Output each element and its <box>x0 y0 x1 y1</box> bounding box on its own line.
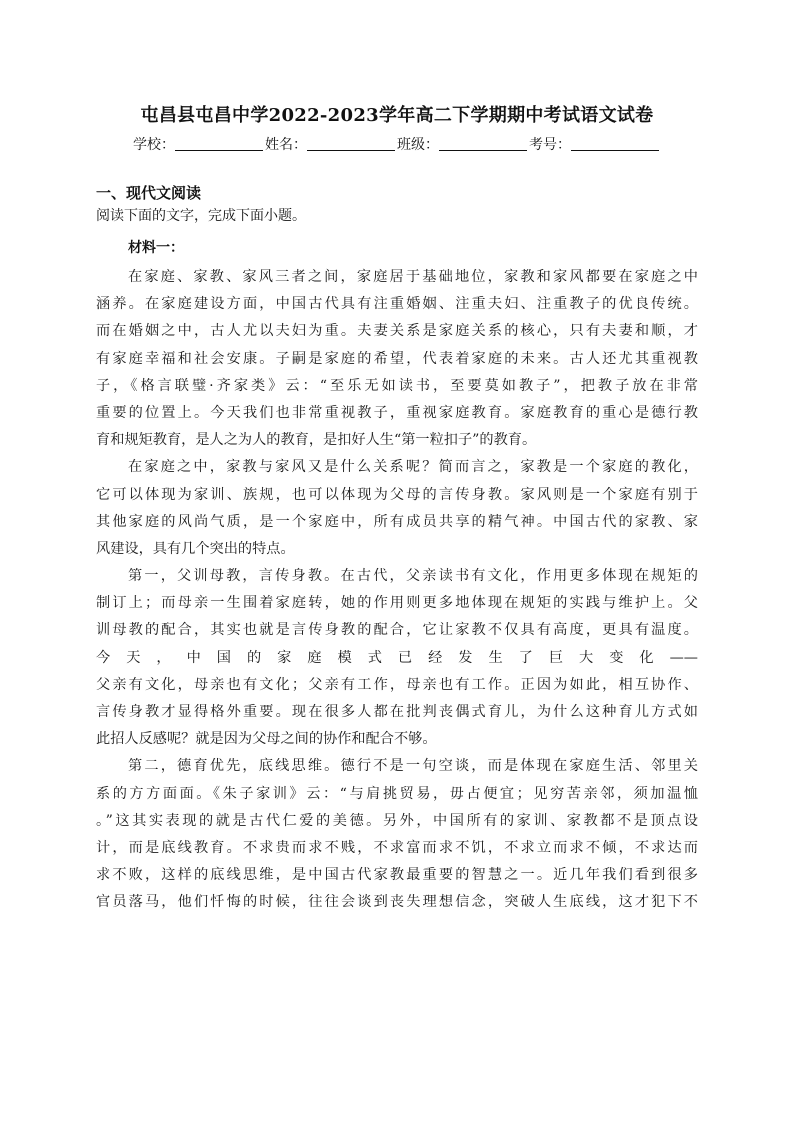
passage-line: 在家庭之中，家教与家风又是什么关系呢？简而言之，家教是一个家庭的教化， <box>128 459 698 476</box>
class-blank[interactable] <box>439 136 527 151</box>
school-blank[interactable] <box>175 136 263 151</box>
instruction-text: 阅读下面的文字，完成下面小题。 <box>96 208 306 224</box>
section-heading: 一、现代文阅读 <box>96 184 202 202</box>
school-label: 学校： <box>133 137 175 153</box>
passage-line: 言传身教才显得格外重要。现在很多人都在批判丧偶式育儿，为什么这种育儿方式如 <box>96 704 698 720</box>
passage-line: 而在婚姻之中，古人尤以夫妇为重。夫妻关系是家庭关系的核心，只有夫妻和顺，才 <box>96 323 698 340</box>
number-label: 考号： <box>529 137 571 153</box>
passage-body <box>96 264 698 917</box>
name-blank[interactable] <box>307 136 395 151</box>
passage-line: 涵养。在家庭建设方面，中国古代具有注重婚姻、注重夫妇、注重教子的优良传统。 <box>96 296 698 313</box>
passage-line: 重要的位置上。今天我们也非常重视教子，重视家庭教育。家庭教育的重心是德行教 <box>96 404 698 421</box>
passage-line: 今天，中国的家庭模式已经发生了巨大变化—— <box>96 649 698 666</box>
student-info-row <box>0 134 794 154</box>
passage-line: 子，《格言联璧·齐家类》云：“至乐无如读书，至要莫如教子”，把教子放在非常 <box>96 377 698 394</box>
passage-line: 求不败，这样的底线思维，是中国古代家教最重要的智慧之一。近几年我们看到很多 <box>96 867 698 884</box>
passage-line: 有家庭幸福和社会安康。子嗣是家庭的希望，代表着家庭的未来。古人还尤其重视教 <box>96 350 698 367</box>
passage-line: 风建设，具有几个突出的特点。 <box>96 540 295 557</box>
passage-line: 制订上；而母亲一生围着家庭转，她的作用则更多地体现在规矩的实践与维护上。父 <box>96 595 698 612</box>
exam-title: 屯昌县屯昌中学2022-2023学年高二下学期期中考试语文试卷 <box>140 105 654 126</box>
passage-line: 系的方方面面。《朱子家训》云：“与肩挑贸易，毋占便宜；见穷苦亲邻，须加温恤 <box>96 785 698 802</box>
name-label: 姓名： <box>265 137 307 153</box>
passage-line: 其他家庭的风尚气质，是一个家庭中，所有成员共享的精气神。中国古代的家教、家 <box>96 513 698 530</box>
passage-line: 在家庭、家教、家风三者之间，家庭居于基础地位，家教和家风都要在家庭之中 <box>128 269 698 285</box>
passage-line: 计，而是底线教育。不求贵而求不贱，不求富而求不饥，不求立而求不倾，不求达而 <box>96 839 698 856</box>
passage-line: 父亲有文化，母亲也有文化；父亲有工作，母亲也有工作。正因为如此，相互协作、 <box>96 676 698 693</box>
passage-line: 育和规矩教育，是人之为人的教育，是扣好人生“第一粒扣子”的教育。 <box>96 432 537 449</box>
passage-line: 它可以体现为家训、族规，也可以体现为父母的言传身教。家风则是一个家庭有别于 <box>96 486 698 503</box>
passage-line: 。”这其实表现的就是古代仁爱的美德。另外，中国所有的家训、家教都不是顶点设 <box>96 812 698 829</box>
number-blank[interactable] <box>571 136 659 151</box>
class-label: 班级： <box>397 137 439 153</box>
passage-line: 此招人反感呢？就是因为父母之间的协作和配合不够。 <box>96 731 437 748</box>
passage-line: 官员落马，他们忏悔的时候，往往会谈到丧失理想信念，突破人生底线，这才犯下不 <box>96 894 698 911</box>
passage-line: 训母教的配合，其实也就是言传身教的配合，它让家教不仅具有高度，更具有温度。 <box>96 622 698 639</box>
passage-line: 第二，德育优先，底线思维。德行不是一句空谈，而是体现在家庭生活、邻里关 <box>128 758 698 775</box>
passage-line: 第一，父训母教，言传身教。在古代，父亲读书有文化，作用更多体现在规矩的 <box>128 568 698 585</box>
material-title: 材料一： <box>128 240 184 256</box>
